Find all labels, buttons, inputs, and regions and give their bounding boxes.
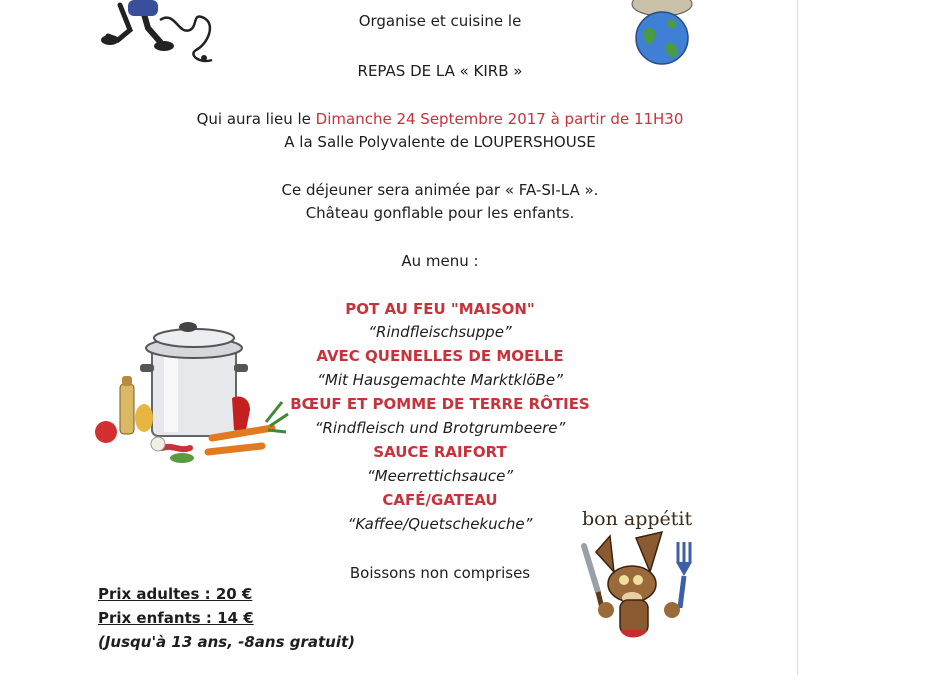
menu-dish: CAFÉ/GATEAU [382, 491, 498, 509]
entertainment-line: Ce déjeuner sera animée par « FA-SI-LA ». [281, 181, 599, 199]
menu-dish-translation: “Rindfleisch und Brotgrumbeere” [314, 419, 566, 437]
cooking-pot-vegetables-icon [82, 318, 292, 468]
menu-dish: BŒUF ET POMME DE TERRE RÔTIES [290, 395, 590, 413]
menu-dish-translation: “Meerrettichsauce” [366, 467, 514, 485]
menu-dish: SAUCE RAIFORT [373, 443, 507, 461]
location-line: A la Salle Polyvalente de LOUPERSHOUSE [284, 133, 596, 151]
menu-dish: AVEC QUENELLES DE MOELLE [316, 347, 564, 365]
running-cartoon-icon [100, 0, 240, 70]
coyote-with-knife-fork-icon [576, 532, 706, 647]
bouncy-castle-line: Château gonflable pour les enfants. [305, 204, 575, 222]
price-children-note: (Jusqu'à 13 ans, -8ans gratuit) [98, 633, 356, 651]
drinks-note: Boissons non comprises [349, 564, 531, 582]
date-line [0, 110, 880, 128]
menu-dish-translation: “Mit Hausgemachte MarktklöBe” [317, 371, 563, 389]
price-adults: Prix adultes : 20 € [98, 585, 253, 603]
menu-heading: Au menu : [401, 252, 479, 270]
date-highlight: Dimanche 24 Septembre 2017 à partir de 11H30 [315, 110, 684, 128]
menu-dish-translation: “Kaffee/Quetschekuche” [347, 515, 533, 533]
event-title: REPAS DE LA « KIRB » [357, 62, 523, 80]
menu-dish-translation: “Rindfleischsuppe” [368, 323, 512, 341]
globe-icon [622, 0, 712, 70]
menu-dish: POT AU FEU "MAISON" [345, 300, 535, 318]
organiser-line: Organise et cuisine le [358, 12, 522, 30]
date-prefix: Qui aura lieu le [196, 110, 316, 128]
price-children: Prix enfants : 14 € [98, 609, 254, 627]
bon-appetit-text: bon appétit [582, 508, 693, 530]
